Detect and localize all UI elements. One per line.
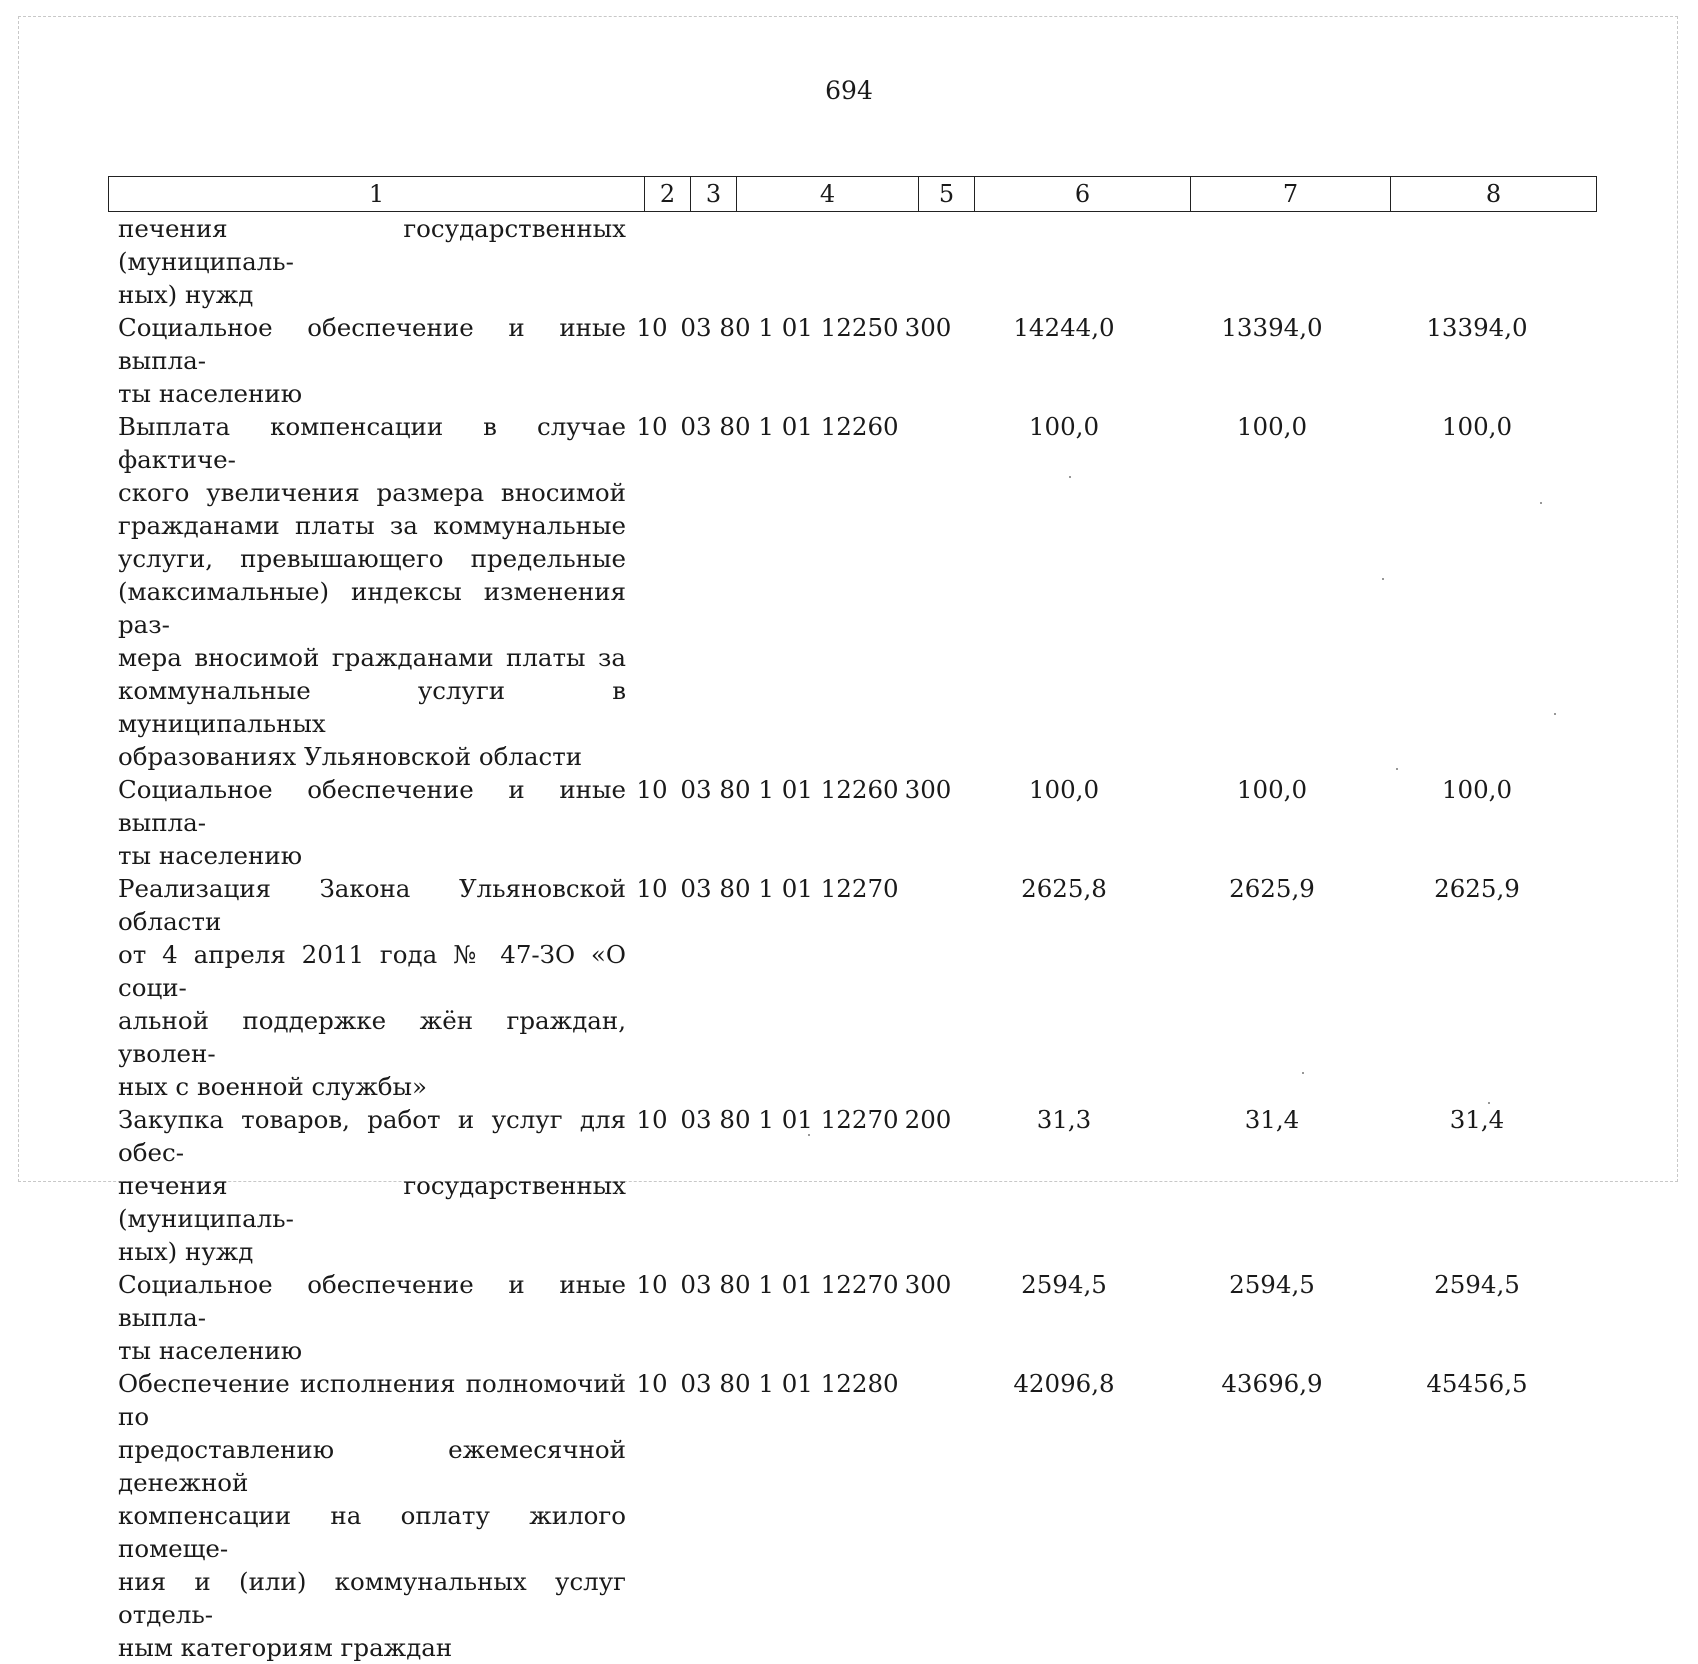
target-article-code: 80 1 01 12270 bbox=[719, 874, 899, 903]
row-description bbox=[118, 410, 626, 773]
description-line: Выплата компенсации в случае фактиче- bbox=[118, 412, 626, 474]
scan-speck bbox=[1382, 578, 1384, 580]
subsection-code: 03 bbox=[680, 874, 712, 903]
description-line: мера вносимой гражданами платы за bbox=[118, 643, 626, 672]
amount-col-8: 45456,5 bbox=[1426, 1369, 1528, 1398]
table-row bbox=[118, 1367, 1598, 1664]
section-code: 10 bbox=[636, 412, 668, 441]
amount-col-6 bbox=[956, 212, 1172, 311]
target-article-code: 80 1 01 12270 bbox=[719, 1105, 899, 1134]
amount-col-7: 100,0 bbox=[1236, 412, 1308, 441]
scan-speck bbox=[1302, 1072, 1304, 1074]
expense-type-code bbox=[900, 1367, 956, 1664]
amount-col-7 bbox=[1172, 212, 1372, 311]
description-line: печения государственных (муниципаль- bbox=[118, 1171, 626, 1233]
table-row bbox=[118, 212, 1598, 311]
column-header-6: 6 bbox=[975, 177, 1191, 212]
description-line: ным категориям граждан bbox=[118, 1633, 453, 1662]
description-line: ных) нужд bbox=[118, 1237, 254, 1266]
expense-type-code: 300 bbox=[904, 775, 952, 804]
description-line: Социальное обеспечение и иные выпла- bbox=[118, 775, 626, 837]
subsection-code: 03 bbox=[680, 775, 712, 804]
expense-type-code: 300 bbox=[904, 1270, 952, 1299]
row-description bbox=[118, 311, 626, 410]
amount-col-6: 100,0 bbox=[1028, 775, 1100, 804]
description-line: гражданами платы за коммунальные bbox=[118, 511, 626, 540]
description-line: ского увеличения размера вносимой bbox=[118, 478, 626, 507]
description-line: ты населению bbox=[118, 379, 303, 408]
expense-type-code: 200 bbox=[904, 1105, 952, 1134]
table-row bbox=[118, 1103, 1598, 1268]
scan-speck bbox=[1540, 502, 1542, 504]
table-row bbox=[118, 872, 1598, 1103]
amount-col-8: 31,4 bbox=[1449, 1105, 1505, 1134]
section-code: 10 bbox=[636, 1105, 668, 1134]
table-row bbox=[118, 773, 1598, 872]
table-row bbox=[118, 1268, 1598, 1367]
amount-col-8: 13394,0 bbox=[1426, 313, 1528, 342]
subsection-code: 03 bbox=[680, 313, 712, 342]
target-article-code: 80 1 01 12270 bbox=[719, 1270, 899, 1299]
column-header-2: 2 bbox=[645, 177, 691, 212]
row-description bbox=[118, 212, 626, 311]
scan-speck bbox=[1554, 713, 1556, 715]
amount-col-6: 2594,5 bbox=[1021, 1270, 1107, 1299]
amount-col-6: 2625,8 bbox=[1021, 874, 1107, 903]
row-description bbox=[118, 1367, 626, 1664]
subsection-code: 03 bbox=[680, 1270, 712, 1299]
section-code: 10 bbox=[636, 775, 668, 804]
description-line: ты населению bbox=[118, 1336, 303, 1365]
budget-table-body bbox=[118, 212, 1598, 1664]
column-header-1: 1 bbox=[109, 177, 645, 212]
target-article-code: 80 1 01 12250 bbox=[719, 313, 899, 342]
description-line: (максимальные) индексы изменения раз- bbox=[118, 577, 626, 639]
amount-col-8 bbox=[1372, 212, 1582, 311]
amount-col-8: 2625,9 bbox=[1434, 874, 1520, 903]
description-line: Реализация Закона Ульяновской области bbox=[118, 874, 626, 936]
target-article-code: 80 1 01 12260 bbox=[719, 775, 899, 804]
amount-col-7: 13394,0 bbox=[1221, 313, 1323, 342]
subsection-code: 03 bbox=[680, 412, 712, 441]
description-line: услуги, превышающего предельные bbox=[118, 544, 626, 573]
table-row bbox=[118, 410, 1598, 773]
expense-type-code: 300 bbox=[904, 313, 952, 342]
section-code: 10 bbox=[636, 1270, 668, 1299]
column-header-3: 3 bbox=[691, 177, 737, 212]
target-article-code: 80 1 01 12260 bbox=[719, 412, 899, 441]
description-line: Обеспечение исполнения полномочий по bbox=[118, 1369, 626, 1431]
column-header-5: 5 bbox=[919, 177, 975, 212]
amount-col-7: 100,0 bbox=[1236, 775, 1308, 804]
amount-col-6: 42096,8 bbox=[1013, 1369, 1115, 1398]
section-code: 10 bbox=[636, 313, 668, 342]
row-description bbox=[118, 773, 626, 872]
description-line: коммунальные услуги в муниципальных bbox=[118, 676, 626, 738]
column-header-7: 7 bbox=[1191, 177, 1391, 212]
amount-col-8: 100,0 bbox=[1441, 412, 1513, 441]
description-line: печения государственных (муниципаль- bbox=[118, 214, 626, 276]
column-header-row bbox=[109, 177, 1597, 212]
page-number: 694 bbox=[825, 76, 873, 105]
description-line: Закупка товаров, работ и услуг для обес- bbox=[118, 1105, 626, 1167]
row-description bbox=[118, 872, 626, 1103]
target-article-code bbox=[718, 212, 900, 311]
description-line: ты населению bbox=[118, 841, 303, 870]
description-line: от 4 апреля 2011 года № 47-ЗО «О соци- bbox=[118, 940, 626, 1002]
amount-col-7: 31,4 bbox=[1244, 1105, 1300, 1134]
subsection-code: 03 bbox=[680, 1369, 712, 1398]
scan-speck bbox=[1488, 1102, 1490, 1104]
row-description bbox=[118, 1103, 626, 1268]
amount-col-6: 14244,0 bbox=[1013, 313, 1115, 342]
description-line: ных с военной службы» bbox=[118, 1072, 427, 1101]
description-line: образованиях Ульяновской области bbox=[118, 742, 583, 771]
amount-col-6: 100,0 bbox=[1028, 412, 1100, 441]
description-line: альной поддержке жён граждан, уволен- bbox=[118, 1006, 626, 1068]
description-line: предоставлению ежемесячной денежной bbox=[118, 1435, 626, 1497]
table-row bbox=[118, 311, 1598, 410]
section-code bbox=[626, 212, 674, 311]
expense-type-code bbox=[900, 410, 956, 773]
description-line: Социальное обеспечение и иные выпла- bbox=[118, 1270, 626, 1332]
expense-type-code bbox=[900, 212, 956, 311]
amount-col-8: 100,0 bbox=[1441, 775, 1513, 804]
description-line: ния и (или) коммунальных услуг отдель- bbox=[118, 1567, 626, 1629]
expense-type-code bbox=[900, 872, 956, 1103]
description-line: компенсации на оплату жилого помеще- bbox=[118, 1501, 626, 1563]
amount-col-7: 2625,9 bbox=[1229, 874, 1315, 903]
amount-col-7: 2594,5 bbox=[1229, 1270, 1315, 1299]
section-code: 10 bbox=[636, 874, 668, 903]
description-line: ных) нужд bbox=[118, 280, 254, 309]
column-header-table bbox=[108, 176, 1597, 212]
subsection-code bbox=[674, 212, 718, 311]
column-header-4: 4 bbox=[737, 177, 919, 212]
column-header-8: 8 bbox=[1391, 177, 1597, 212]
amount-col-8: 2594,5 bbox=[1434, 1270, 1520, 1299]
scan-speck bbox=[808, 1134, 810, 1136]
subsection-code: 03 bbox=[680, 1105, 712, 1134]
row-description bbox=[118, 1268, 626, 1367]
scan-speck bbox=[1396, 768, 1398, 770]
section-code: 10 bbox=[636, 1369, 668, 1398]
target-article-code: 80 1 01 12280 bbox=[719, 1369, 899, 1398]
scan-speck bbox=[1069, 476, 1071, 478]
amount-col-7: 43696,9 bbox=[1221, 1369, 1323, 1398]
description-line: Социальное обеспечение и иные выпла- bbox=[118, 313, 626, 375]
amount-col-6: 31,3 bbox=[1036, 1105, 1092, 1134]
